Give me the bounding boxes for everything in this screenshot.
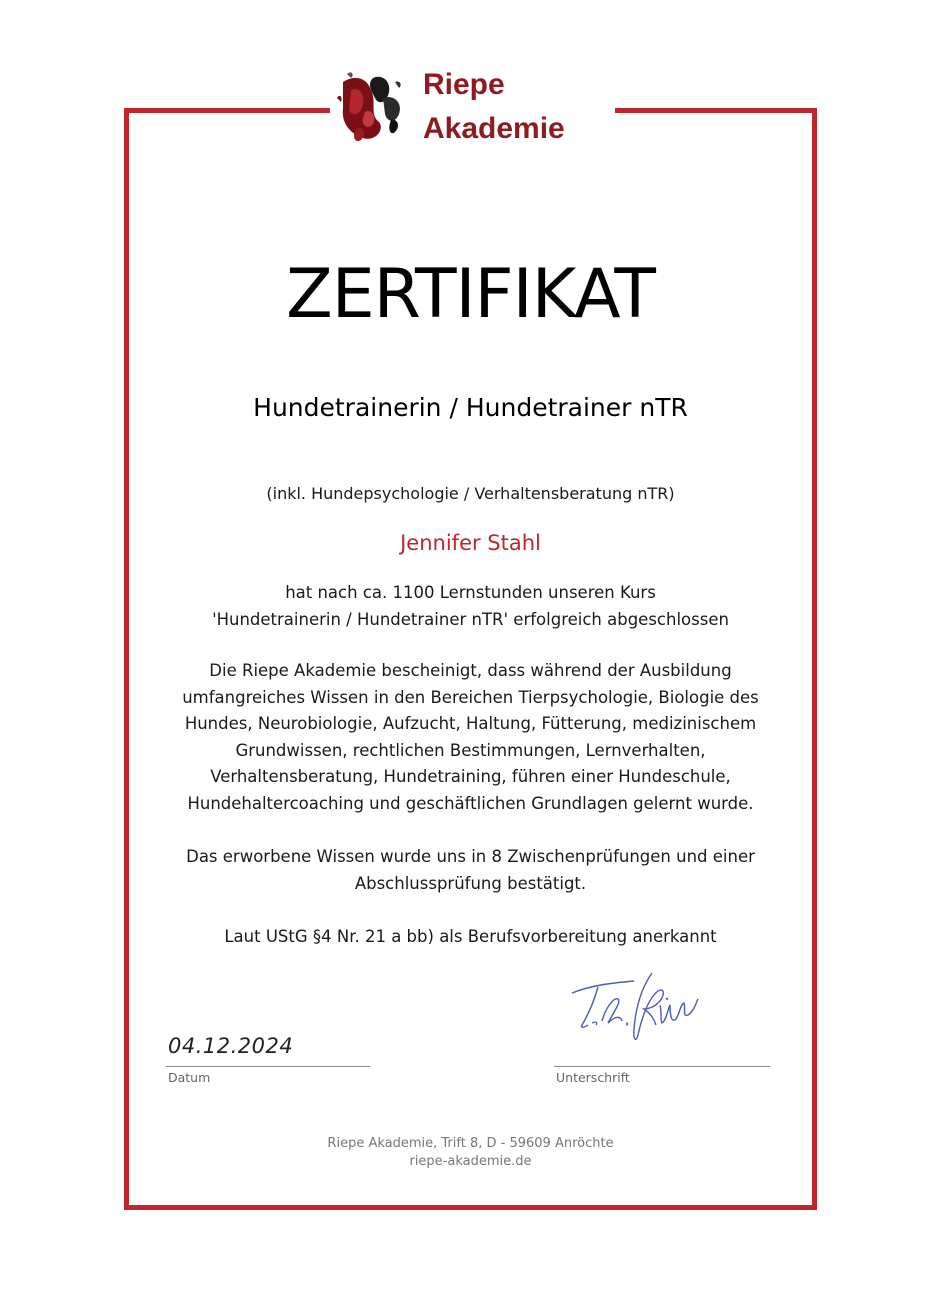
date-value: 04.12.2024 xyxy=(168,1034,294,1058)
knowledge-line: Grundwissen, rechtlichen Bestimmungen, Lernverhalten, xyxy=(235,740,706,760)
exam-line: Das erworbene Wissen wurde uns in 8 Zwischenprüfungen und einer xyxy=(186,847,755,866)
signature-label: Unterschrift xyxy=(556,1070,630,1085)
certificate-title: ZERTIFIKAT xyxy=(286,255,655,334)
date-label: Datum xyxy=(168,1070,211,1085)
footer-address: Riepe Akademie, Trift 8, D - 59609 Anröchte xyxy=(327,1136,614,1151)
knowledge-line: Hundes, Neurobiologie, Aufzucht, Haltung, Fütterung, medizinischem xyxy=(184,714,757,733)
knowledge-line: Hundehaltercoaching und geschäftlichen Grundlagen gelernt wurde. xyxy=(187,793,754,813)
course-title: Hundetrainerin / Hundetrainer nTR xyxy=(253,393,688,422)
exam-line: Abschlussprüfung bestätigt. xyxy=(354,873,587,893)
dog-watercolor-logo-icon xyxy=(333,68,415,150)
recognition-paragraph: Laut UStG §4 Nr. 21 a bb) als Berufsvorbereitung anerkannt xyxy=(224,927,717,946)
signature-line xyxy=(554,1066,770,1067)
date-line xyxy=(166,1066,370,1067)
knowledge-line: Die Riepe Akademie bescheinigt, dass während der Ausbildung xyxy=(209,661,732,680)
riepe-akademie-logo xyxy=(330,60,615,156)
recipient-name: Jennifer Stahl xyxy=(400,531,541,555)
logo-text-akademie: Akademie xyxy=(423,112,565,145)
logo-text-riepe: Riepe xyxy=(423,68,505,101)
completion-paragraph xyxy=(124,580,817,633)
completion-line: 'Hundetrainerin / Hundetrainer nTR' erfolgreich abgeschlossen xyxy=(212,609,729,629)
exam-paragraph xyxy=(124,844,817,897)
knowledge-line: umfangreiches Wissen in den Bereichen Tierpsychologie, Biologie des xyxy=(182,687,759,707)
footer-website: riepe-akademie.de xyxy=(409,1154,532,1169)
knowledge-line: Verhaltensberatung, Hundetraining, führen einer Hundeschule, xyxy=(210,767,731,786)
knowledge-paragraph xyxy=(124,658,817,817)
handwritten-signature xyxy=(562,965,707,1050)
course-includes: (inkl. Hundepsychologie / Verhaltensberatung nTR) xyxy=(266,484,675,503)
completion-line: hat nach ca. 1100 Lernstunden unseren Kurs xyxy=(285,583,656,602)
